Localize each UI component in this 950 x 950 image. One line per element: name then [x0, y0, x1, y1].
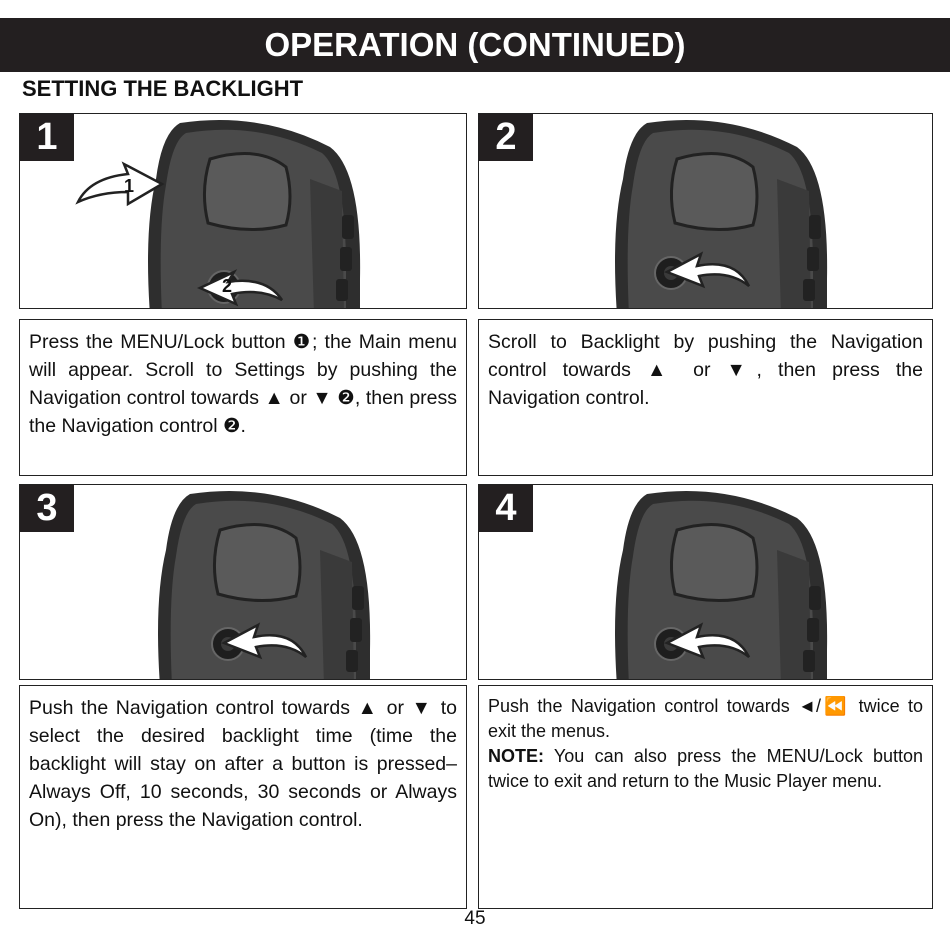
- step-3-illustration: [19, 484, 467, 680]
- note-label: NOTE:: [488, 746, 544, 766]
- page-header: [0, 18, 950, 72]
- section-title: SETTING THE BACKLIGHT: [22, 76, 304, 101]
- step-2-illustration: [478, 113, 933, 309]
- arrow-1-icon: [78, 164, 162, 204]
- step-number: 2: [479, 114, 533, 161]
- device-2-image: [479, 114, 933, 309]
- step-3-text: Push the Navigation control towards ▲ or ▼ to select the desired backlight time (time the backlight will stay on after a button is pressed–Always Off, 10 seconds, 30 seconds or Always On), then press the Navigation control.: [29, 697, 457, 831]
- note-text: You can also press the MENU/Lock button twice to exit and return to the Music Player menu.: [488, 746, 923, 791]
- step-2-text: Scroll to Backlight by pushing the Navigation control towards ▲ or ▼, then press the Navigation control.: [488, 331, 923, 409]
- header-title: OPERATION (CONTINUED): [264, 26, 686, 63]
- step-4-text-box: [478, 685, 933, 909]
- step-4-note: [488, 744, 923, 794]
- page-number: 45: [464, 908, 486, 929]
- step-2-text-box: [478, 319, 933, 476]
- step-4-text: Push the Navigation control towards ◄/⏪ twice to exit the menus.: [488, 696, 923, 741]
- step-1-illustration: [19, 113, 467, 309]
- step-3-text-box: [19, 685, 467, 909]
- callout-1: 1: [124, 176, 135, 196]
- step-1-text-box: [19, 319, 467, 476]
- step-number: 4: [479, 485, 533, 532]
- step-number: 1: [20, 114, 74, 161]
- device-3-image: [20, 485, 467, 680]
- device-1-image: [20, 114, 467, 309]
- device-4-image: [479, 485, 933, 680]
- step-4-illustration: [478, 484, 933, 680]
- callout-2: 2: [222, 276, 233, 296]
- step-number: 3: [20, 485, 74, 532]
- step-1-text: Press the MENU/Lock button ❶; the Main menu will appear. Scroll to Settings by pushing the Navigation control towards ▲ or ▼ ❷, then press the Navigation control ❷.: [29, 331, 457, 437]
